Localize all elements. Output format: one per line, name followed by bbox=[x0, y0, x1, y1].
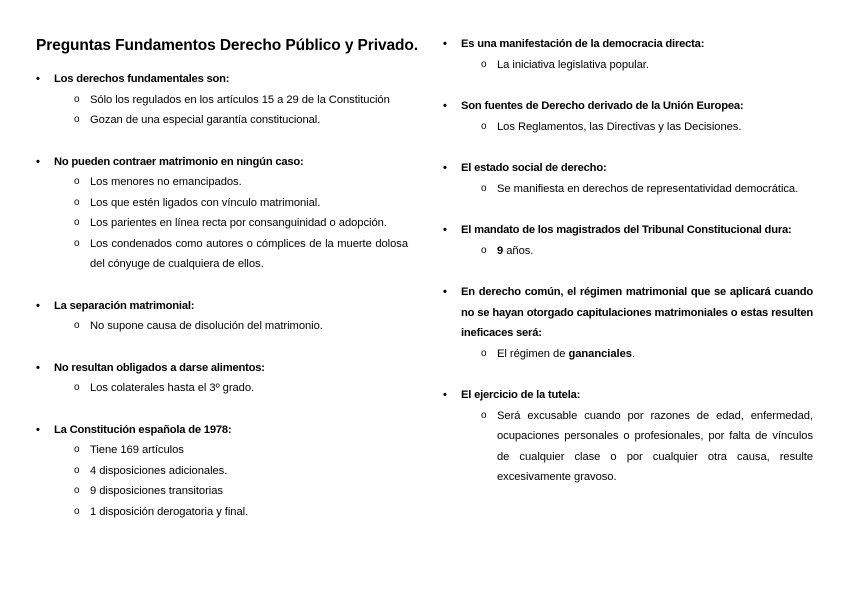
sub-bullet-icon: o bbox=[74, 93, 80, 105]
bullet-icon: • bbox=[443, 162, 447, 174]
sub-bullet-icon: o bbox=[481, 58, 487, 70]
sub-bullet-icon: o bbox=[481, 347, 487, 359]
answer-item bbox=[54, 461, 408, 482]
bullet-icon: • bbox=[443, 286, 447, 298]
bullet-icon: • bbox=[443, 224, 447, 236]
question-item bbox=[443, 158, 813, 199]
answer-text: La iniciativa legislativa popular. bbox=[497, 58, 649, 71]
bullet-icon: • bbox=[443, 38, 447, 50]
answer-list bbox=[461, 241, 813, 262]
question-text: Son fuentes de Derecho derivado de la Unión Europea: bbox=[461, 100, 744, 112]
answer-text: Los que estén ligados con vínculo matrimonial. bbox=[90, 196, 321, 209]
answer-text: El régimen de bbox=[497, 347, 569, 360]
answer-text: Será excusable cuando por razones de edad, enfermedad, ocupaciones personales o profesionales, por falta de vínculos de cualquier clase o por cualquier otra causa, resulte excesivamente gravoso. bbox=[497, 409, 813, 483]
question-text: El estado social de derecho: bbox=[461, 162, 607, 174]
answer-item bbox=[54, 213, 408, 234]
answer-text: Se manifiesta en derechos de representatividad democrática. bbox=[497, 182, 799, 195]
answer-text: 1 disposición derogatoria y final. bbox=[90, 505, 249, 518]
answer-text: Los condenados como autores o cómplices de la muerte dolosa del cónyuge de cualquiera de ellos. bbox=[90, 237, 408, 270]
question-item bbox=[443, 282, 813, 364]
answer-list bbox=[54, 440, 408, 522]
bullet-icon: • bbox=[36, 299, 40, 312]
answer-item bbox=[461, 55, 813, 76]
answer-text: No supone causa de disolución del matrimonio. bbox=[90, 320, 323, 332]
bullet-icon: • bbox=[443, 389, 447, 401]
sub-bullet-icon: o bbox=[481, 182, 487, 194]
answer-list bbox=[461, 406, 813, 488]
answer-bold-value: 9 bbox=[497, 244, 504, 257]
question-item bbox=[36, 296, 408, 337]
answer-list bbox=[54, 90, 408, 131]
answer-text: 4 disposiciones adicionales. bbox=[90, 464, 228, 477]
answer-bold-value: gananciales bbox=[568, 347, 632, 360]
sub-bullet-icon: o bbox=[74, 196, 80, 208]
question-item bbox=[36, 420, 408, 523]
question-item bbox=[36, 358, 408, 399]
bullet-icon: • bbox=[36, 361, 40, 374]
answer-item bbox=[54, 481, 408, 502]
page-title: Preguntas Fundamentos Derecho Público y Privado. bbox=[36, 37, 418, 54]
answer-text: años. bbox=[503, 244, 534, 257]
answer-text: Los Reglamentos, las Directivas y las Decisiones. bbox=[497, 120, 742, 133]
sub-bullet-icon: o bbox=[74, 505, 80, 517]
answer-item bbox=[461, 241, 813, 262]
question-text: Es una manifestación de la democracia directa: bbox=[461, 38, 705, 50]
answer-list bbox=[461, 179, 813, 200]
answer-item bbox=[54, 110, 408, 131]
bullet-icon: • bbox=[36, 155, 40, 168]
question-item bbox=[443, 34, 813, 75]
sub-bullet-icon: o bbox=[74, 237, 80, 249]
answer-item bbox=[461, 117, 813, 138]
sub-bullet-icon: o bbox=[74, 176, 80, 187]
left-column bbox=[36, 69, 408, 522]
right-column bbox=[443, 34, 813, 488]
answer-list bbox=[54, 316, 408, 337]
sub-bullet-icon: o bbox=[74, 320, 80, 331]
sub-bullet-icon: o bbox=[74, 444, 80, 455]
question-text: No resultan obligados a darse alimentos: bbox=[54, 361, 265, 374]
answer-item bbox=[54, 440, 408, 461]
answer-item bbox=[54, 234, 408, 275]
sub-bullet-icon: o bbox=[74, 485, 80, 496]
bullet-icon: • bbox=[36, 73, 40, 85]
bullet-icon: • bbox=[36, 423, 40, 436]
bullet-icon: • bbox=[443, 100, 447, 112]
question-item bbox=[443, 96, 813, 137]
answer-text: Los parientes en línea recta por consanguinidad o adopción. bbox=[90, 217, 387, 229]
question-item bbox=[36, 69, 408, 131]
answer-item bbox=[461, 179, 813, 200]
answer-list bbox=[461, 117, 813, 138]
answer-text: 9 disposiciones transitorias bbox=[90, 485, 223, 497]
answer-text: Gozan de una especial garantía constitucional. bbox=[90, 114, 321, 126]
sub-bullet-icon: o bbox=[481, 409, 487, 421]
answer-list bbox=[461, 344, 813, 365]
question-item bbox=[443, 220, 813, 261]
answer-text: Sólo los regulados en los artículos 15 a 29 de la Constitución bbox=[90, 93, 390, 106]
answer-list bbox=[461, 55, 813, 76]
sub-bullet-icon: o bbox=[481, 244, 487, 256]
answer-item bbox=[54, 316, 408, 337]
answer-text: Los colaterales hasta el 3º grado. bbox=[90, 382, 255, 394]
answer-item bbox=[54, 193, 408, 214]
answer-item bbox=[54, 90, 408, 111]
answer-item bbox=[54, 378, 408, 399]
question-text: La Constitución española de 1978: bbox=[54, 423, 232, 436]
question-text: La separación matrimonial: bbox=[54, 299, 195, 312]
sub-bullet-icon: o bbox=[74, 382, 80, 393]
question-text: En derecho común, el régimen matrimonial que se aplicará cuando no se hayan otorgado capitulaciones matrimoniales o estas resulten ineficaces será: bbox=[461, 286, 813, 339]
answer-item bbox=[54, 502, 408, 523]
question-text: El ejercicio de la tutela: bbox=[461, 389, 581, 401]
answer-text: Tiene 169 artículos bbox=[90, 444, 184, 456]
question-item bbox=[36, 152, 408, 275]
sub-bullet-icon: o bbox=[481, 120, 487, 132]
answer-list bbox=[54, 172, 408, 275]
answer-text-suffix: . bbox=[631, 347, 635, 360]
answer-item bbox=[461, 406, 813, 488]
answer-item bbox=[54, 172, 408, 193]
question-text: No pueden contraer matrimonio en ningún caso: bbox=[54, 155, 304, 168]
answer-item bbox=[461, 344, 813, 365]
answer-list bbox=[54, 378, 408, 399]
question-item bbox=[443, 385, 813, 488]
sub-bullet-icon: o bbox=[74, 217, 80, 228]
question-text: Los derechos fundamentales son: bbox=[54, 73, 230, 85]
sub-bullet-icon: o bbox=[74, 464, 80, 476]
sub-bullet-icon: o bbox=[74, 114, 80, 125]
answer-text: Los menores no emancipados. bbox=[90, 176, 242, 188]
question-text: El mandato de los magistrados del Tribunal Constitucional dura: bbox=[461, 224, 792, 236]
